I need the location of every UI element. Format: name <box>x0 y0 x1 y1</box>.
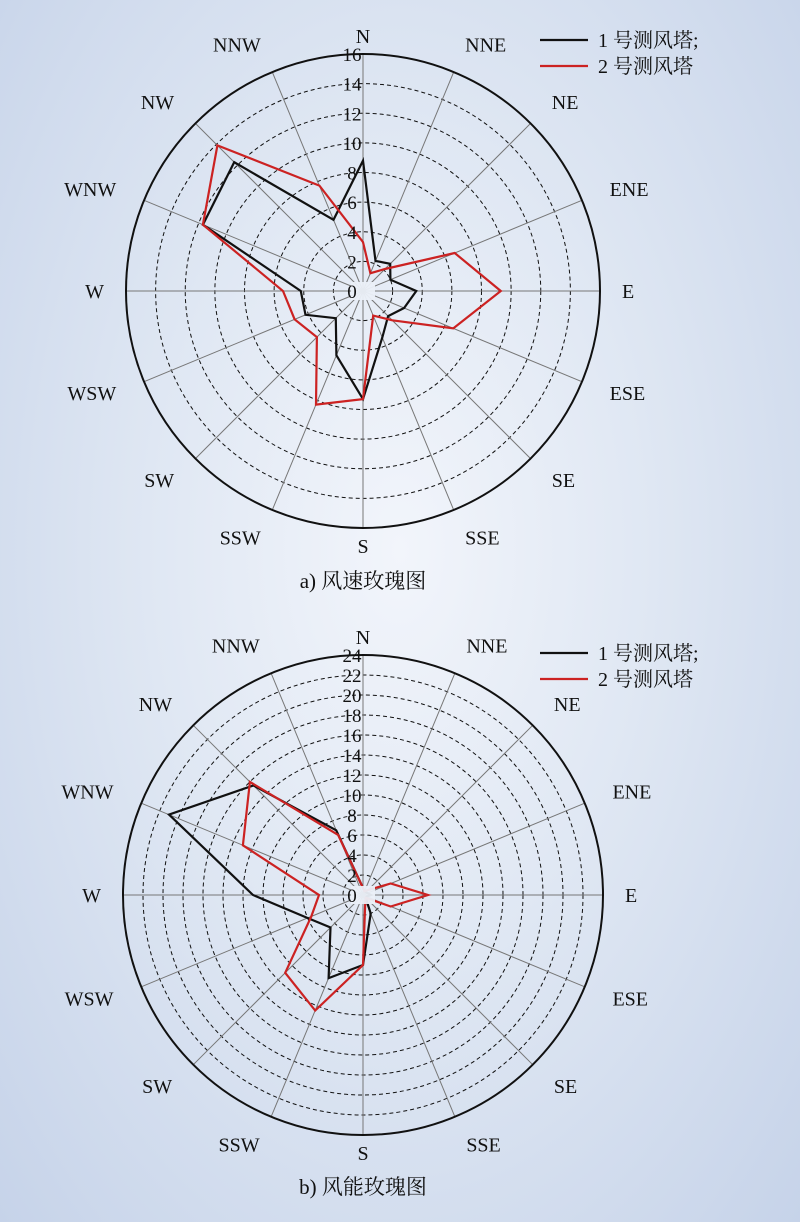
wind-energy-rose-panel <box>61 627 698 1199</box>
direction-label-nw: NW <box>140 92 175 115</box>
radial-tick-label: 10 <box>342 133 362 155</box>
radial-spoke <box>363 895 533 1065</box>
direction-label-ne: NE <box>551 92 579 115</box>
direction-label-sw: SW <box>142 1075 173 1098</box>
radial-spoke <box>363 291 582 382</box>
radial-spoke <box>363 291 454 510</box>
radial-spoke <box>363 895 585 987</box>
radial-tick-label: 2 <box>347 252 357 274</box>
radial-tick-label: 8 <box>347 163 357 185</box>
radial-tick-label: 24 <box>342 646 362 667</box>
series-line-1 <box>203 161 416 400</box>
radial-spoke <box>193 895 363 1065</box>
radial-tick-label: 0 <box>347 886 357 907</box>
direction-label-nne: NNE <box>465 34 507 57</box>
radial-spoke <box>363 72 454 291</box>
direction-label-sse: SSE <box>466 1134 501 1157</box>
radial-tick-label: 20 <box>342 686 362 707</box>
direction-label-ene: ENE <box>609 178 649 201</box>
legend-label-1: 1 号测风塔; <box>598 643 699 665</box>
radial-tick-label: 16 <box>342 726 362 747</box>
radial-spoke <box>363 673 455 895</box>
radial-tick-label: 6 <box>347 826 357 847</box>
direction-label-ese: ESE <box>609 383 646 406</box>
direction-label-n: N <box>355 26 371 48</box>
radial-spoke <box>144 291 363 382</box>
panel-caption: a) 风速玫瑰图 <box>299 569 427 593</box>
radial-spoke <box>195 123 363 291</box>
direction-label-ne: NE <box>553 694 581 717</box>
direction-label-ssw: SSW <box>218 1134 260 1157</box>
radial-tick-label: 18 <box>342 706 362 727</box>
radial-tick-label: 12 <box>342 766 362 787</box>
radial-spoke <box>144 200 363 291</box>
legend-label-1: 1 号测风塔; <box>598 30 699 52</box>
radial-spoke <box>363 803 585 895</box>
direction-label-se: SE <box>553 1075 578 1098</box>
direction-label-s: S <box>357 536 369 558</box>
legend-label-2: 2 号测风塔 <box>598 56 693 78</box>
direction-label-ese: ESE <box>612 988 649 1011</box>
radial-spoke <box>363 200 582 291</box>
direction-label-ssw: SSW <box>219 527 261 550</box>
radial-spoke <box>363 725 533 895</box>
direction-label-sse: SSE <box>465 527 500 550</box>
radial-spoke <box>195 291 363 459</box>
direction-label-e: E <box>625 885 638 907</box>
direction-label-w: W <box>85 281 104 303</box>
direction-label-ene: ENE <box>612 781 652 804</box>
direction-label-n: N <box>355 627 371 649</box>
direction-label-sw: SW <box>144 469 175 492</box>
direction-label-w: W <box>82 885 101 907</box>
direction-label-nne: NNE <box>466 635 508 658</box>
radial-tick-label: 8 <box>347 806 357 827</box>
direction-label-wnw: WNW <box>61 781 114 804</box>
radial-tick-label: 4 <box>347 846 357 867</box>
radial-tick-label: 14 <box>342 74 362 96</box>
direction-label-wsw: WSW <box>64 988 114 1011</box>
radial-spoke <box>363 895 455 1117</box>
radial-spoke <box>141 803 363 895</box>
direction-label-s: S <box>357 1143 369 1165</box>
radial-tick-label: 0 <box>347 282 357 303</box>
panel-caption: b) 风能玫瑰图 <box>299 1175 427 1199</box>
radial-tick-label: 22 <box>342 666 362 687</box>
radial-tick-label: 12 <box>342 104 362 126</box>
direction-label-wnw: WNW <box>64 178 117 201</box>
direction-label-nw: NW <box>138 694 173 717</box>
direction-label-e: E <box>622 281 635 303</box>
wind-speed-rose-panel <box>64 26 698 593</box>
radial-tick-label: 4 <box>347 222 357 244</box>
direction-label-nnw: NNW <box>211 635 260 658</box>
legend-label-2: 2 号测风塔 <box>598 669 693 691</box>
direction-label-se: SE <box>551 469 576 492</box>
radial-spoke <box>363 123 531 291</box>
radial-tick-label: 16 <box>342 45 362 66</box>
radial-tick-label: 14 <box>342 746 362 767</box>
radial-tick-label: 10 <box>342 786 362 807</box>
radial-tick-label: 2 <box>347 866 357 887</box>
direction-label-wsw: WSW <box>67 383 117 406</box>
direction-label-nnw: NNW <box>213 34 261 57</box>
radial-spoke <box>271 895 363 1117</box>
radial-tick-label: 6 <box>347 193 357 215</box>
